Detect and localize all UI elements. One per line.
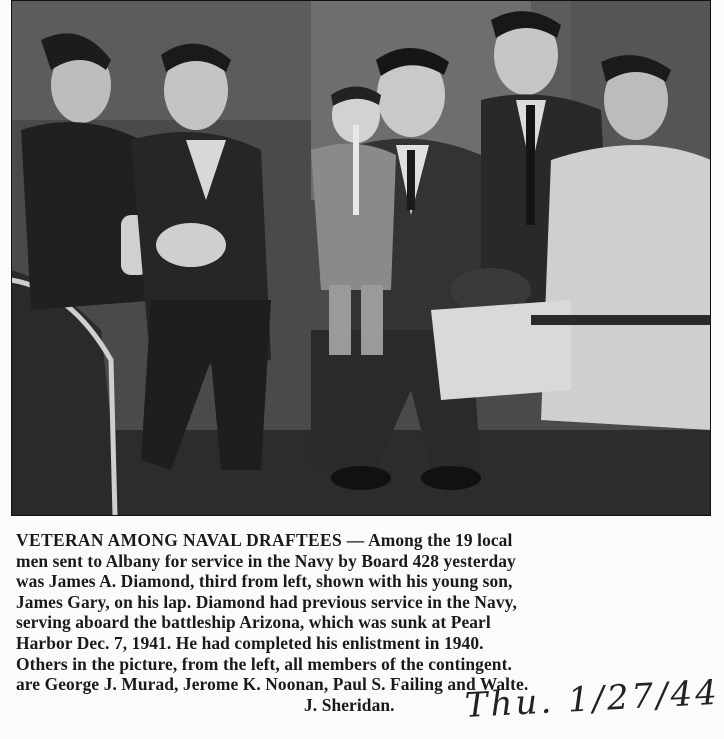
caption-headline: VETERAN AMONG NAVAL DRAFTEES —: [16, 530, 365, 550]
handwritten-date: Thu. 1/27/44: [463, 672, 721, 726]
caption-line-8: are George J. Murad, Jerome K. Noonan, Paul S. Failing and Walte.: [16, 674, 529, 695]
caption-line-6: Harbor Dec. 7, 1941. He had completed his enlistment in 1940.: [16, 632, 484, 653]
newspaper-photo: [11, 0, 711, 516]
caption-line-7: Others in the picture, from the left, all members of the contingent.: [16, 653, 512, 674]
caption-line-1-text: Among the 19 local: [368, 530, 513, 550]
caption-line-5: serving aboard the battleship Arizona, which was sunk at Pearl: [16, 612, 491, 633]
caption-line-9: J. Sheridan.: [304, 694, 395, 715]
caption-line-3: was James A. Diamond, third from left, shown with his young son,: [16, 571, 513, 592]
caption-line-4: James Gary, on his lap. Diamond had previous service in the Navy,: [16, 591, 517, 612]
caption-line-2: men sent to Albany for service in the Navy by Board 428 yesterday: [16, 550, 516, 571]
caption-line-1: [16, 530, 712, 551]
photo-illustration: [11, 0, 711, 516]
